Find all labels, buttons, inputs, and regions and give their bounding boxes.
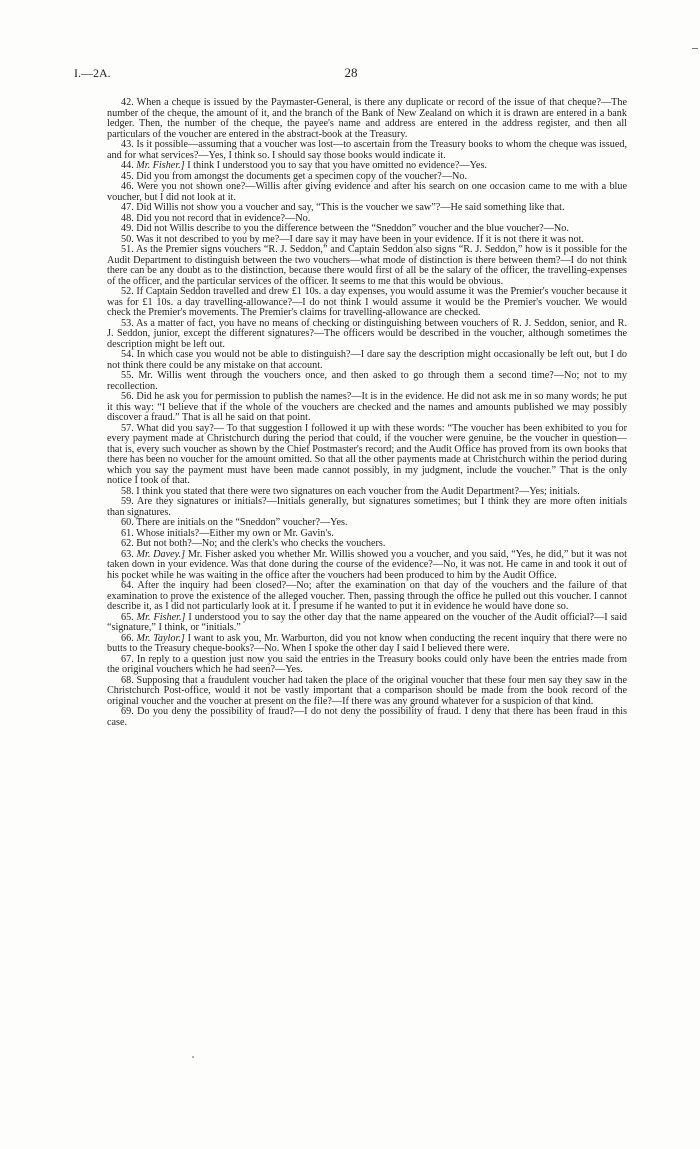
question-paragraph (107, 707, 627, 728)
question-text: Did you not record that in evidence?—No. (136, 212, 311, 224)
speaker-name: Mr. Fisher.] (136, 611, 186, 623)
scan-speck (192, 1056, 194, 1058)
question-number: 59. (121, 496, 134, 507)
question-number: 42. (121, 97, 134, 108)
question-text: Did not Willis describe to you the difference between the “Sneddon” voucher and the blue voucher?—No. (136, 223, 569, 234)
question-number: 57. (121, 422, 134, 434)
question-text: Do you deny the possibility of fraud?—I do not deny the possibility of fraud. I deny that there has been fraud in this case. (107, 706, 627, 728)
question-number: 61. (121, 527, 134, 539)
speaker-name: Mr. Fisher.] (136, 160, 185, 171)
question-number: 45. (121, 170, 134, 182)
question-text: Did you from amongst the documents get a specimen copy of the voucher?—No. (136, 170, 468, 182)
question-text: As the Premier signs vouchers “R. J. Seddon,” and Captain Seddon also signs “R. J. Seddon,” how is it possible for the Audit Department to distinguish between the two vouchers—what mode of distinction is there between them?—I do not think there can be any doubt as to the distinction, because there would first of all be the salary of the officer, the travelling-expenses of the officer, and the particular services of the officer. It seems to me that this would be obvious. (107, 244, 627, 287)
question-text: Mr. Willis went through the vouchers once, and then asked to go through them a second time?—No; not to my recollection. (107, 370, 627, 392)
question-number: 48. (121, 212, 134, 224)
evidence-transcript (107, 98, 627, 728)
question-number: 50. (121, 233, 134, 245)
question-text: As a matter of fact, you have no means of checking or distinguishing between vouchers of R. J. Seddon, senior, and R. J. Seddon, junior, except the different signatures?—The officers would be described in the voucher, although sometimes the description might be left out. (107, 317, 627, 350)
question-text: Are they signatures or initials?—Initials generally, but signatures sometimes; but I think they are more often initials than signatures. (107, 496, 628, 518)
question-paragraph (107, 497, 627, 518)
question-number: 46. (121, 181, 134, 192)
question-text: Did he ask you for permission to publish the names?—It is in the evidence. He did not ask me in so many words; he put it this way: “I believe that if the whole of the vouchers are checked and the names and amounts published we may possibly discover a fraud.” That is all he said on that point. (107, 391, 628, 423)
question-paragraph (107, 371, 627, 392)
question-number: 44. (121, 160, 134, 171)
question-text: Were you not shown one?—Willis after giving evidence and after his search on one occasion came to me with a blue voucher, but I did not look at it. (107, 181, 627, 203)
question-paragraph (107, 287, 627, 319)
question-paragraph (107, 613, 627, 634)
question-number: 49. (121, 223, 134, 234)
question-text: Mr. Fisher asked you whether Mr. Willis showed you a voucher, and you said, “Yes, he did,” but it was not taken down in your evidence. Was that done during the course of the evidence?—No, it was not. He came in and took it out of his pocket while he was waiting in the office after the vouchers had been produced to him by the Audit Office. (107, 548, 627, 581)
question-number: 51. (121, 244, 134, 255)
question-number: 67. (121, 653, 134, 665)
question-paragraph (107, 676, 627, 708)
question-text: But not both?—No; and the clerk's who checks the vouchers. (136, 538, 386, 549)
question-number: 68. (121, 674, 134, 686)
question-text: After the inquiry had been closed?—No; after the examination on that day of the vouchers and the failure of that examination to prove the existence of the alleged voucher. Then, passing through the office he pulled out this voucher. I cannot describe it, as I did not particularly look at it. I presume if he wanted to put it in evidence he would have done so. (107, 580, 627, 612)
question-paragraph (107, 350, 627, 371)
edge-mark (692, 48, 698, 49)
question-paragraph (107, 182, 627, 203)
question-text: Is it possible—assuming that a voucher was lost—to ascertain from the Treasury books to whom the cheque was issued, and for what services?—Yes, I think so. I should say those books would indicate it. (107, 139, 627, 161)
question-text: I think I understood you to say that you have omitted no evidence?—Yes. (187, 160, 487, 171)
question-number: 52. (121, 286, 134, 297)
question-paragraph (107, 98, 627, 140)
question-text: In which case you would not be able to distinguish?—I dare say the description might occasionally be left out, but I do not think there could be any mistake on that account. (107, 349, 628, 371)
question-number: 58. (121, 485, 134, 497)
question-paragraph (107, 319, 627, 351)
question-text: Whose initials?—Either my own or Mr. Gavin's. (136, 527, 334, 539)
page-number: 28 (344, 65, 358, 80)
question-text: There are initials on the “Sneddon” voucher?—Yes. (136, 517, 348, 528)
speaker-name: Mr. Davey.] (136, 548, 186, 560)
question-text: Did Willis not show you a voucher and say, “This is the voucher we saw”?—He said something like that. (136, 202, 565, 213)
question-text: Was it not described to you by me?—I dare say it may have been in your evidence. If it is not there it was not. (136, 233, 584, 245)
question-paragraph (107, 424, 627, 487)
question-number: 62. (121, 538, 134, 549)
question-text: I think you stated that there were two signatures on each voucher from the Audit Department?—Yes; initials. (136, 485, 580, 497)
question-number: 56. (121, 391, 134, 402)
question-text: I understood you to say the other day that the name appeared on the voucher of the Audit official?—I said “signature,” I think, or “initials.” (107, 611, 627, 633)
question-number: 54. (121, 349, 134, 360)
question-paragraph (107, 550, 627, 582)
question-number: 63. (121, 548, 134, 560)
question-number: 55. (121, 370, 134, 381)
question-paragraph (107, 392, 627, 424)
question-number: 69. (121, 706, 134, 717)
question-text: When a cheque is issued by the Paymaster-General, is there any duplicate or record of the issue of that cheque?—The number of the cheque, the amount of it, and the branch of the Bank of New Zealand on which it is drawn are entered in a bank ledger. Then, the number of the cheque, the payee's name and address are entered in the address register, and then all particulars of the voucher are entered in the abstract-book at the Treasury. (107, 97, 627, 140)
question-number: 66. (121, 632, 134, 644)
question-number: 65. (121, 611, 134, 623)
question-text: Supposing that a fraudulent voucher had taken the place of the original voucher that these four men say they saw in the Christchurch Post-office, would it not be vastly important that a comparison should be made from the book record of the original voucher and the voucher at present on the file?—If there was any ground whatever for a suspicion of that kind. (107, 674, 628, 707)
question-text: I want to ask you, Mr. Warburton, did you not know when conducting the recent inquiry that there were no butts to the Treasury cheque-books?—No. When I spoke the other day I said I believed there were. (107, 632, 627, 654)
question-text: In reply to a question just now you said the entries in the Treasury books could only have been the entries made from the original vouchers which he had seen?—Yes. (107, 653, 627, 675)
question-number: 43. (121, 139, 134, 150)
speaker-name: Mr. Taylor.] (136, 632, 185, 644)
question-number: 60. (121, 517, 134, 528)
question-number: 53. (121, 317, 134, 329)
question-paragraph (107, 140, 627, 161)
question-paragraph (107, 581, 627, 613)
question-number: 47. (121, 202, 134, 213)
question-paragraph (107, 634, 627, 655)
page-header (74, 66, 628, 82)
question-paragraph (107, 655, 627, 676)
question-text: If Captain Seddon travelled and drew £1 10s. a day expenses, you would assume it was the Premier's voucher because it was for £1 10s. a day travelling-allowance?—I do not think I would assume it would be the Premier's voucher. We would check the Premier's movements. The Premier's claims for travelling-allowance are checked. (107, 286, 628, 318)
question-paragraph (107, 245, 627, 287)
question-text: What did you say?— To that suggestion I followed it up with these words: “The voucher has been exhibited to you for every payment made at Christchurch during the period that could, if the voucher were genuine, be the voucher in question—that is, every such voucher as shown by the Chief Postmaster's record; and the Audit Office has proved from its own books that there has been no voucher for the amount omitted. So that all the other payments made at Christchurch within the period during which you say the payment must have been made cannot possibly, in my judgment, include the voucher.” That is the only notice I took of that. (107, 422, 627, 486)
question-number: 64. (121, 580, 134, 591)
document-reference: I.—2A. (74, 66, 111, 80)
